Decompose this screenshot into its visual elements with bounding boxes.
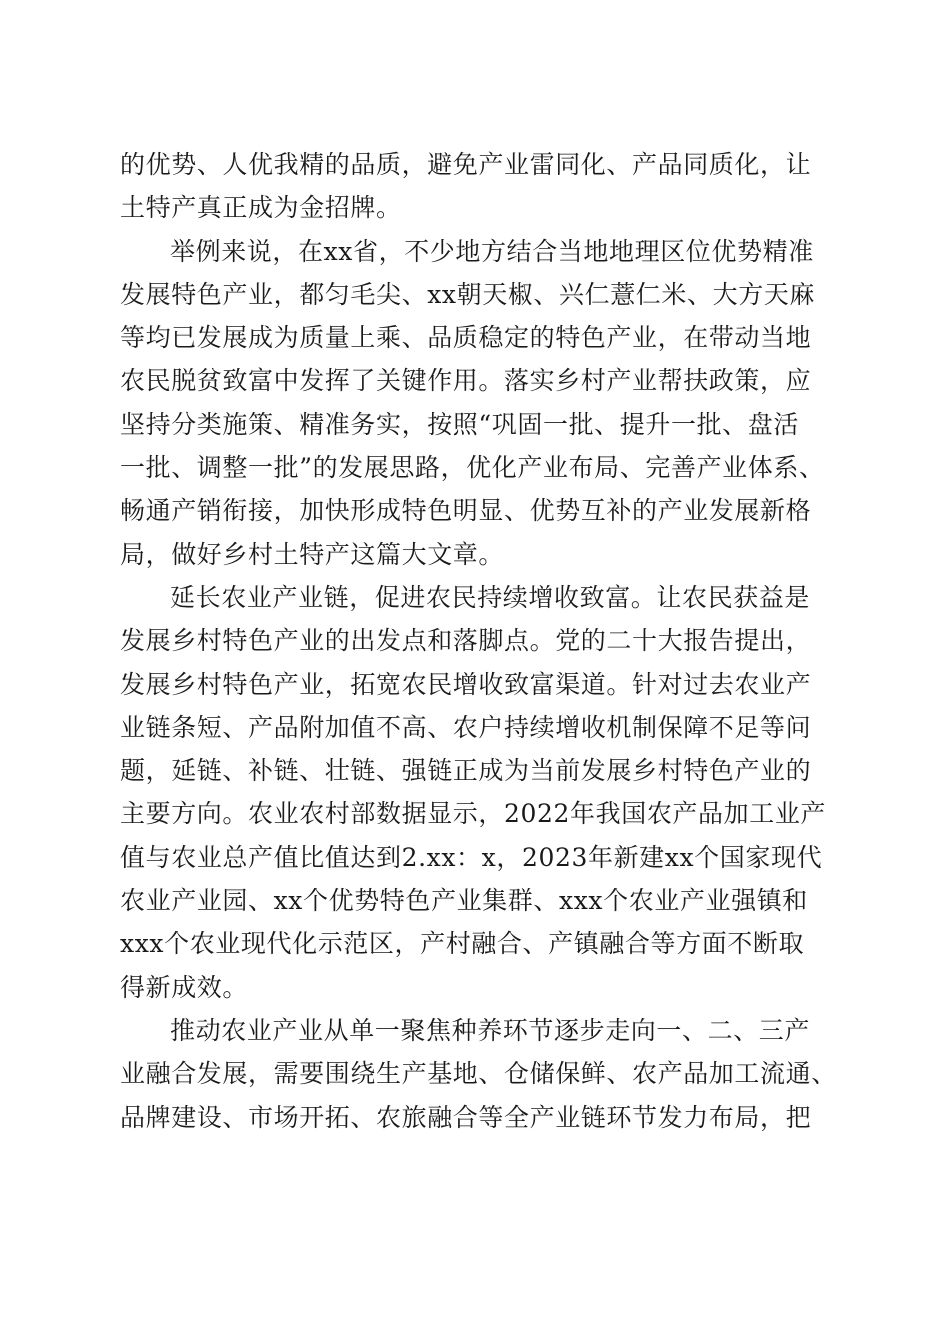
text-line: xxx个农业现代化示范区，产村融合、产镇融合等方面不断取 (120, 929, 805, 959)
text-line: 农业产业园、xx个优势特色产业集群、xxx个农业产业强镇和 (120, 886, 808, 916)
text-line: 的优势、人优我精的品质，避免产业雷同化、产品同质化，让 (120, 150, 812, 179)
text-line: 业链条短、产品附加值不高、农户持续增收机制保障不足等问 (120, 712, 812, 742)
text-line: 一批、调整一批”的发展思路，优化产业布局、完善产业体系、 (120, 453, 825, 483)
text-line: 得新成效。 (120, 972, 249, 1002)
text-line: 题，延链、补链、壮链、强链正成为当前发展乡村特色产业的 (120, 756, 812, 786)
text-line: 业融合发展，需要围绕生产基地、仓储保鲜、农产品加工流通、 (120, 1059, 837, 1089)
text-line: 主要方向。农业农村部数据显示，2022年我国农产品加工业产 (120, 799, 827, 829)
body-text (120, 143, 840, 1139)
text-line: 发展乡村特色产业的出发点和落脚点。党的二十大报告提出， (120, 626, 812, 656)
text-line: 发展乡村特色产业，拓宽农民增收致富渠道。针对过去农业产 (120, 669, 812, 699)
text-line: 值与农业总产值比值达到2.xx：x，2023年新建xx个国家现代 (120, 842, 823, 872)
text-line: 品牌建设、市场开拓、农旅融合等全产业链环节发力布局，把 (120, 1102, 812, 1132)
text-line: 发展特色产业，都匀毛尖、xx朝天椒、兴仁薏仁米、大方天麻 (120, 279, 816, 309)
text-line: 举例来说，在xx省，不少地方结合当地地理区位优势精准 (170, 236, 814, 266)
text-line: 延长农业产业链，促进农民持续增收致富。让农民获益是 (170, 582, 811, 612)
text-line: 土特产真正成为金招牌。 (120, 193, 402, 223)
text-line: 局，做好乡村土特产这篇大文章。 (120, 539, 505, 569)
text-line: 等均已发展成为质量上乘、品质稳定的特色产业，在带动当地 (120, 323, 812, 353)
text-line: 推动农业产业从单一聚焦种养环节逐步走向一、二、三产 (170, 1015, 811, 1045)
text-line: 农民脱贫致富中发挥了关键作用。落实乡村产业帮扶政策，应 (120, 366, 812, 396)
text-line: 坚持分类施策、精准务实，按照“巩固一批、提升一批、盘活 (120, 409, 799, 439)
text-line: 畅通产销衔接，加快形成特色明显、优势互补的产业发展新格 (120, 496, 812, 526)
